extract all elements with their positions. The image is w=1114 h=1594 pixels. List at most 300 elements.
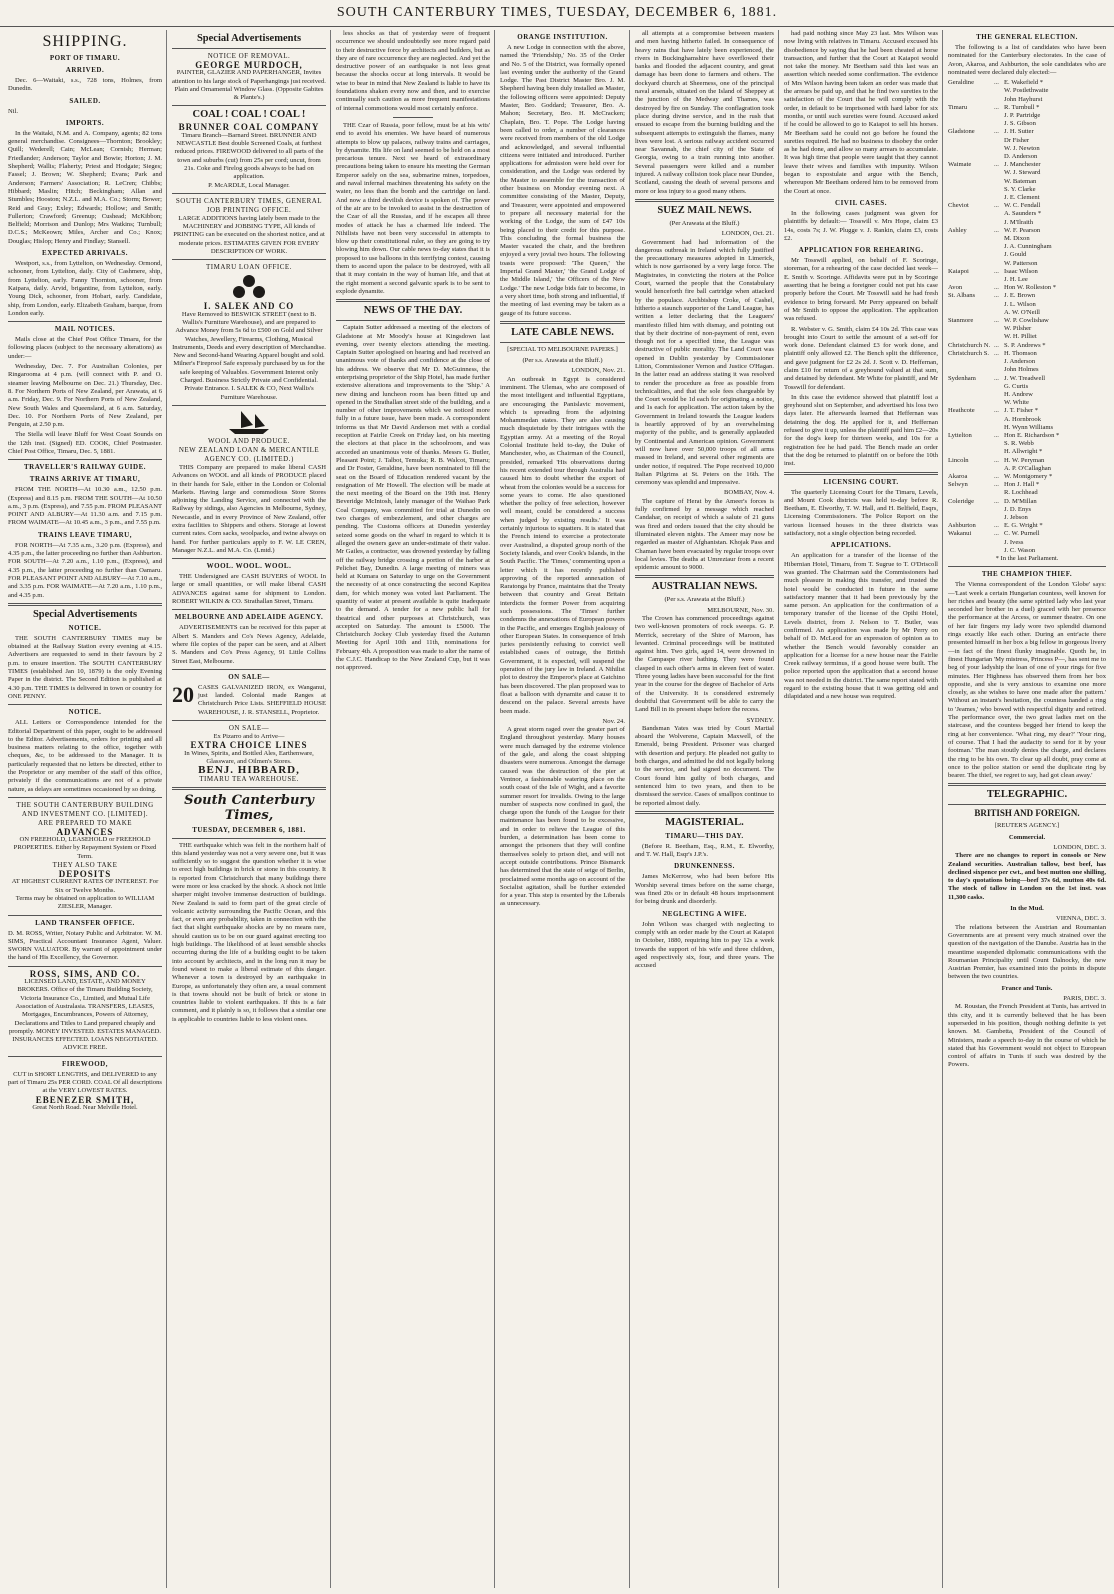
paper-date: TUESDAY, DECEMBER 6, 1881. [192,825,306,834]
leader-dots: ... [994,79,999,87]
leader-dots [994,465,1004,473]
election-row [948,440,1106,448]
leader-dots [994,325,1004,333]
candidate-name: Isaac Wilson [1004,267,1038,275]
melbourne-text: ADVERTISEMENTS can be received for this paper at Albert S. Manders and Co's News Agency, Adelaide, where file copies of the paper can be seen, and at Albert S. Manders and Co's Press Agency, 91 Little Collins Street East, Melbourne. [172,624,326,665]
election-row [948,350,1106,358]
leader-dots [994,87,1004,95]
candidate-name: J. Anderson [1004,358,1036,366]
divider [172,193,326,194]
port-heading: PORT OF TIMARU. [49,54,121,62]
special-ads-heading: Special Advertisements [196,33,302,44]
candidate-name: J. H. Lee [1004,276,1028,284]
election-row [948,333,1106,341]
electorate-name [948,243,994,251]
candidate-name: G. Curtis [1004,382,1029,390]
editorial-continued: less shocks as that of yesterday were of frequent occurrence we should undoubtedly see more regard paid to their destructive force by architects and builders, but as they are of rare occurrence they are neglected. And yet the destructive power of an earthquake is not less great because the shocks occur at long intervals. It would be wise to bear in mind that New Zealand is liable to have its foundations shaken every now and then, and to exercise continually such caution as more frequent manifestations of internal commotions would most certainly enforce. [336,30,490,112]
notice-heading: NOTICE. [68,623,102,632]
candidate-name: J. M'Ilraith [1004,218,1034,226]
coal-sign: P. McARDLE, Local Manager. [208,181,290,189]
arrived-text: Dec. 6—Waitaki, s.s., 728 tons, Holmes, from Dunedin. [8,77,162,93]
candidate-name: J. D. Enys [1004,505,1032,513]
magisterial-sub: TIMARU—THIS DAY. [665,831,744,840]
rail-heading: TRAVELLER'S RAILWAY GUIDE. [24,463,146,472]
electorate-name [948,194,994,202]
leader-dots: ... [994,128,999,136]
electorate-name: Geraldine [948,79,974,87]
column-rule [778,30,779,1588]
candidate-name: A. W. O'Neill [1004,308,1040,316]
electorate-name: Christchurch S. [948,349,990,357]
electorate-name [948,383,994,391]
divider [8,966,162,967]
licensing-text: The quarterly Licensing Court for the Timaru, Levels, and Mount Cook districts was held to-day before R. Beetham, E. Elworthy, T. W. Hall, and H. Belfield, Esqrs, Licensing Commissioners. The Police Report on the various licensed houses in the three districts was satisfactory, not a single objection being recorded. [784,488,938,538]
column-1 [8,30,162,1588]
electorate-name [948,235,994,243]
candidate-name: J. C. Wason [1004,546,1036,554]
candidate-name: D. Anderson [1004,153,1038,161]
wool-heading: WOOL AND PRODUCE. [208,436,290,445]
france-text: M. Roustan, the French President at Tunis, has arrived in this city, and it is currently believed that he has been superseded in his position, though nothing definite is yet known. M. Gambetta, President of the Council of Ministers, made a speech to-day in the course of which he stated that his Government would not object to European control of affairs in Tunis if such was desired by the Powers. [948,1003,1106,1069]
leader-dots: ... [994,456,999,464]
electorate-name [948,153,994,161]
electorate-name: Gladstone [948,128,975,136]
election-row [948,473,1106,481]
election-row [948,202,1106,210]
election-row [948,268,1106,276]
land-heading: LAND TRANSFER OFFICE. [35,918,135,927]
paper-nameplate: South Canterbury Times, [184,792,314,823]
election-row [948,465,1106,473]
job-heading: SOUTH CANTERBURY TIMES, GENERAL JOB PRINTING OFFICE. [175,196,323,214]
electorate-name [948,391,994,399]
czar-text: THE Czar of Russia, poor fellow, must be at his wits' end to avoid his enemies. We have heard of numerous attempts to blow up palaces, railway trains and carriages, by dynamite. His life on land seemed to be held on a most precarious tenure. Next we heard of extraordinary precautions being taken to ensure his meeting the German Emperor safely on the sea, submarine mines, torpedoes, and naval infernal machines threatening his safety on the water, no less than the bomb and the cartridge on land. And now a third devilish device is spoken of. The power of the air are to be invoked to assist in the destruction of the Czar of all the Russias, and if he escapes all three modes of attack he has a charmed life indeed. The Nihilists have not been very successful in attempts to blow up their constitutional ruler, so they are going to try blowing him down. Our cable news to-day states that it is proposed to use balloons in this terrifying contest, causing them to ascend upon the palace to be destroyed, with all that it may contain in the way of human life, and that at the right moment a second galvanic spark is to be sent to explode dynamite. [336,121,490,295]
election-row [948,383,1106,391]
sale2-heading: ON SALE— [228,724,270,733]
sydney-text: Bandsman Yates was tried by Court Martial aboard the Wolverene, Captain Maxwell, of the Emerald, being President. Prisoner was charged with desertion and perjury. He pleaded not guilty to both charges, and admitted he did not legally belong to the service, and had signed no document. The Court found him guilty of both charges, and sentenced him to two years, and then to be dismissed the service. Cases of smallpox continue to be reported almost daily. [635,724,774,807]
candidate-name: W. Bateman [1004,177,1037,185]
candidate-name: W. P. Cowlishaw [1004,317,1049,325]
election-row [948,366,1106,374]
ross-sims-ad [8,970,162,1053]
leader-dots: ... [994,374,999,382]
sale2-sub: Ex Pizarro and to Arrive— [213,733,285,741]
applications-text: An application for a transfer of the license of the Hibernian Hotel, Timaru, from T. Sugrue to T. O'Driscoll was granted. The Chairman said the Commissioners had much pleasure in making this transfer, and trusted the hotel would be conducted in future in the same satisfactory manner that it had been previously by the same person. An application for the confirmation of a temporary transfer of the license of the Opihi Hotel, Levels district, from J. Nelson to T. Butler, was confirmed. An application was made by Mr Perry on behalf of D. McLeod for an expression of opinion as to whether the Bench would favorably consider an application for a license for a new house near the Fairlie Creek railway terminus, if a good house were built. The police reported upon the application that a second house was not needed in the district. The same report stated with regard to the existing house that it was getting old and dilapidated and a new house was required. [784,552,938,701]
news-text: Captain Sutter addressed a meeting of the electors of Gladstone at Mr Moody's house at Kingsdown last evening, over twenty electors attending the meeting. Captain Sutter apologised on hearing and had received an unanimous vote of thanks and confidence at the close of his address. We observe that Mr D. McGuinness, the enterprising proprietor of the Ship Hotel, has made further extensive alterations and improvements to the 'Ship.' A new dining and luncheon room has been fitted up and opened in the Strathallan street side of the building, and a number of other improvements which we noticed more fully in a future issue, have been made. A correspondent informs us that Mr David Anderson met with a cordial reception at Fairlie Creek on Friday last, on his meeting the electors at that place in the schoolroom, and was accorded an unanimous vote of thanks. Messrs G. Butler, Pleasant Point; J. Talbot, Temuka; R. B. Walcot, Timaru; and Dr Foster, Geraldine, have been nominated to fill the seat on the Board of Education rendered vacant by the resignation of Mr Howell. The election will be made at the next meeting of the Board on the 19th inst. Henry Beveridge McIntosh, lately manager of the Waihao Park Coal Company, was committed for trial at Dunedin on two charges of embezzlement, and other charges are pending. The Customs officers at Dunedin yesterday seized some goods on the wharf in regard to which it is alleged the owners gave an under-estimate of their value. Mr Gailes, a contractor, was drowned yesterday by falling off the railway bridge crossing a portion of the harbor at Pelichet Bay, Dunedin. A large meeting of miners was held at Kumara on Saturday to urge on the Government the necessity of at once constructing the second Kapitea dam, for which money was voted last Parliament. The quantity of water at present available is quite inadequate to the demand. A tender for a new public hall for theatrical and other purposes at Christchurch, was accepted on Saturday. The amount is £5000. The Christchurch Jockey Club yesterday fixed the Autumn Meeting for April 10th and 11th, nominations for February 4th. A proposition was made to alter the name of the C.J.C. Handicap to the New Zealand Cup, but it was not approved. [336,324,490,672]
suez-via: (Per Arawata at the Bluff.) [669,219,740,227]
electorate-name: Akaroa [948,472,968,480]
candidate-name: M. Dixon [1004,235,1030,243]
electorate-name: Lyttelton [948,431,972,439]
election-row [948,457,1106,465]
electorate-name [948,309,994,317]
electorate-name: Wakanui [948,530,972,538]
election-row [948,120,1106,128]
electorate-name [948,489,994,497]
thief-text: The Vienna correspondent of the London 'Globe' says:—'Last week a certain Hungarian countess, well known for her riches and beauty (the same spirited lady who last year seconded her brother in a duel) graced with her presence the performance at the Arcess, or summer theatre. On one of her fair fingers my lady wore two splendid diamond rings exactly like each other. During an entr'acte there presented himself in her box a big fellow in gorgeous livery—in fact of the finest flunky imaginable. Quoth he, in finest Hungarian 'My mistress, Princess P—, has sent me to beg of your ladyship the loan of one of your rings for five minutes. Her Highness has observed them from her box opposite, and she is very anxious to examine one more closely, as she wishes to have one made after the pattern.' Without an instant's hesitation, the countess handed a ring to 'Jeames,' who bowed with respectful dignity and retired. The performance over, the two great ladies met on the staircase, and the countess begged her friend to keep the ring at her convenience. 'What ring, my dear?' 'Your ring, of course. That I had the audacity to send for it by your footman.' The man stoutly denies the charge, and declares the ring to be his own. To clear up all doubt, pray come at once to the police station or send the duplicate ring by bearer. The thief, we regret to say, had got clean away.' [948,581,1106,780]
loan-name: I. SALEK AND CO [203,301,295,312]
special-ads-heading: Special Advertisements [32,608,138,620]
electorate-name [948,169,994,177]
commercial-text: There are no changes to report in consols or New Zealand securities. Australian tallow, best beef, has declined sixpence per cwt., and best mutton one shilling, to day's quotations being—beef 37s 6d, mutton 40s 6d. The stock of tallow in London on the 1st inst. was 11,300 casks. [948,852,1106,901]
column-5 [635,30,774,1588]
job-text: LARGE ADDITIONS having lately been made to the MACHINERY and JOBBING TYPE, All kinds of PRINTING can be executed on the shortest notice, and at moderate prices. ESTIMATES GIVEN FOR EVERY DESCRIPTION OF WORK. [173,214,325,256]
candidate-name: J. Ivess [1004,538,1024,546]
election-row [948,219,1106,227]
cable-via: (Per s.s. Arawata at the Bluff.) [522,357,603,365]
electorate-name [948,120,994,128]
leader-dots [994,210,1004,218]
wool-buyers-text: THE Undersigned are CASH BUYERS of WOOL In large or small quantities, or will make liberal CASH ADVANCES against same for shipment to London. ROBERT WILKIN & CO. Strathallan Street, Timaru. [172,573,326,606]
candidate-name: H. Thomson [1004,349,1037,357]
divider [500,321,625,324]
news-heading: NEWS OF THE DAY. [363,305,463,317]
leader-dots: ... [994,103,999,111]
sale-number: 20 [172,681,194,707]
building-prepared: ARE PREPARED TO MAKE [37,818,133,827]
magisterial-heading: MAGISTERIAL. [665,816,744,828]
electorate-name: Christchurch N. [948,341,991,349]
expected-text: Westport, s.s., from Lyttelton, on Wednesday. Ormond, schooner, from Lyttelton, daily. City of Cashmere, ship, from Lyttelton, early. Fanny Thornton, schooner, from Kaipara, daily. Arvid, brigantine, from Lyttelton, early. Young Dick, schooner, from Hobart, early. Candidate, ship, from London, early. Elizabeth Graham, barque, from London early. [8,260,162,317]
divider [8,1056,162,1057]
election-note: * In the last Parliament. [995,554,1059,562]
column-rule [494,30,495,1588]
leader-dots [994,366,1004,374]
building-text: ON FREEHOLD, LEASEHOLD or FREEHOLD PROPERTIES. Either by Repayment System or Fixed Term. [13,836,157,860]
divider [172,838,326,839]
divider [8,459,162,460]
commercial-dateline: LONDON, DEC. 3. [1053,843,1106,851]
leader-dots [994,219,1004,227]
leader-dots [994,391,1004,399]
sale-block [172,681,326,717]
election-row [948,243,1106,251]
masthead: SOUTH CANTERBURY TIMES, TUESDAY, DECEMBER 6, 1881. [0,0,1114,27]
ross-text: LICENSED LAND, ESTATE, AND MONEY BROKERS. Office of the Timaru Building Society, Victoria Insurance Co., Limited, and Mutual Life Association of Australasia. TRANSFERS, LEASES, Mortgages, Encumbrances, Powers of Attorney, Declarations and Titles to Land prepared cheaply and promptly. MONEY INVESTED. ESTATES MANAGED. INSURANCES EFFECTED. LOANS NEGOTIATED. ADVICE FREE. [8,978,162,1052]
cable-heading: LATE CABLE NEWS. [511,326,614,338]
leader-dots [994,178,1004,186]
candidate-name: W. J. Steward [1004,169,1041,177]
candidate-name: W. Pilsher [1004,325,1032,333]
candidate-name: W. J. Newton [1004,144,1040,152]
electorate-name: Lincoln [948,456,969,464]
election-row [948,432,1106,440]
divider [948,783,1106,786]
notice2-text: ALL Letters or Correspondence intended for the Editorial Department of this paper, ought to be addressed to the Editor. Advertisements, orders for printing and all business matters relating to the office, together with cheques, &c, to be addressed to the Manager. It is particularly requested that no letters be directed, either to the Proprietor or any member of the staff of this office, privately if the communications are not of a private nature, as delays are sometimes occasioned by so doing. [8,719,162,793]
divider [172,105,326,106]
rail-leave-heading: TRAINS LEAVE TIMARU, [38,530,132,539]
column-2 [172,30,326,1588]
removal-ad [172,52,326,102]
cable-text: An outbreak in Egypt is considered imminent. The Ulemas, who are composed of the most intelligent and influential Egyptians, are encouraging the Panislavic movement, which is spreading from the adjoining Mohammedan states. They are also causing much disquietude by their intrigues with the Egyptian army. At a meeting of the Royal Colonial Institute held to-day, the Duke of Manchester, who, as Chairman of the Council, presided, remarked 'His observations during his recent extended tour through Australia had caused him to doubt whether the export of wheat from the colonies would be a success for some years to come. He also questioned whether the policy of free selection, however well meant, could be considered a success when judged by existing results.' It was certainly injurious to squatters. It is stated that the French intend to exercise a protectorate over Australind, a disputed group north of the Society Islands, and over Cook's Islands, in the South Pacific. The 'Times,' commenting upon a letter which it has recently published approving of the reported annexation of Raratonga by France, maintains that the Treaty between that country and Great Britain interdicts the former Power from acquiring such possessions. The 'Times' further condemns the annexations of European powers in the Pacific, and emerges English jealousy of other European States. In consequence of Irish juries persistently refusing to convict well established cases of outrage, the British Government, it is expected, will suspend the operation of the jury law in Ireland. A Nihilist plot to destroy the Emperor's place at Gatchino has been discovered. The plan proposed was to float a balloon with dynamite and cause it to descend on the palace. Several arrests have been made. [500,375,625,715]
leader-dots: ... [994,497,999,505]
firewood-heading: FIREWOOD, [62,1059,108,1068]
divider [336,320,490,321]
election-row [948,186,1106,194]
leader-dots [994,120,1004,128]
neglect-text: John Wilson was charged with neglecting to comply with an order made by the Court at Kaiapoi in October, 1880, requiring him to pay 12s a week towards the support of his wife and three children, aged respectively six, four, and three years. The accused [635,920,774,970]
building-advances: ADVANCES [56,826,114,837]
coal-ad [172,109,326,189]
cable-dateline: LONDON, Nov. 21. [571,367,625,375]
suez-heading: SUEZ MAIL NEWS. [657,204,752,216]
magisterial-continued: had paid nothing since May 23 last. Mrs Wilson was now living with relatives in Timaru. Accused excused his disobedience by saying that he had been cheated at horse transaction, and further that the Court at Kaiapoi would not take the money. Mr Beetham said this last was an assertion which needed some confirmation. The evidence of Mrs Wilson having been taken an order was made that the arrears be paid up, and that he find two sureties to the satisfaction of the Court that he will comply with the order, in default to be imprisoned with hard labor for six months, or until such sureties were found. Accused asked if he could be allowed to go to Kaiapoi to sell his horses. Mr Beetham said he could not go before he found the sureties required. He had no business to disobey the order as he had done, and allow so many arrears to accumulate. It was high time that people were taught that they cannot leave their wives and families with impunity. Wilson began to expostulate and argue with the Bench, whereupon Mr Beetham ordered him to be removed from the Court at once. [784,30,938,195]
election-row [948,358,1106,366]
candidate-name: A. P. O'Callaghan [1004,464,1051,472]
mail-items: Wednesday, Dec. 7. For Australian Colonies, per Ringarooma at 4 p.m. (will connect with P. and O. steamer leaving Melbourne on Dec. 21.) Thursday, Dec. 8. For Northern Ports of New Zealand, per Arawata, at 6 a.m. Friday, Dec. 9. For Northern Ports of New Zealand, New South Wales and Queensland, at 6 a.m. Saturday, Dec. 10. For Northern Ports of New Zealand, per Penguin, at 2.50 p.m. [8,363,162,429]
candidate-name: H. Wynn Williams [1004,423,1054,431]
electorate-name: St. Albans [948,292,976,300]
candidate-name: A. Saunders * [1004,210,1042,218]
election-row [948,530,1106,538]
election-row [948,210,1106,218]
wool-company: NEW ZEALAND LOAN & MERCANTILE AGENCY CO. (LIMITED.) [178,445,320,463]
divider [635,199,774,202]
imports-text: In the Waitaki, N.M. and A. Company, agents; 82 tons general merchandise. Consignees—Thornton; Brookley; Quill; Wederell; Cain; McLean; Cornish; Herman; Friedlander; Anderson; Taylor and Bowie; Horton; J. M. Shepherd; Wallis; Flaherty; Priest and Hodgate; Sieges; Fassel; J. Brown; W. Shepherd; Evans; Park and Anderson; Farmers' Association; R. LeCren; Chibbs; Hibbard; Maslin; Hitch; Beckingham; Allan and Stumbles; Hooston; N.Z.L. and M.A. Co.; Storm; Bower; Reid and Gray; Exley; Edwards; Hollow; and Smith; Fullerton; Crawford; Greenup; Cushead; McKibbon; Belfield; Morrison and Dunlop; Mrs Watkins; Turnbull; D.C.S.; McKeown; Miles, Archer and Co.; Knox; Douglas; Hislop; Henry and Findlay; Stansell. [8,129,162,245]
expected-label: EXPECTED ARRIVALS. [42,249,128,258]
leader-dots [994,243,1004,251]
divider [172,669,326,670]
electorate-name [948,440,994,448]
electorate-name [948,301,994,309]
leader-dots [994,333,1004,341]
divider [172,558,326,559]
bombay-text: The capture of Herat by the Ameer's forces is fully confirmed by a message which reached Candahar, on receipt of which a salute of 21 guns was fired and orders issued that the city should be illuminated eleven nights. The Ameer may now be regarded as master of Afghanistan. Khojak Pass and Chaman have been evacuated by regular troops over local levies. The deaths at Umreztaur from a recent epidemic amount to 9000. [635,497,774,572]
candidate-name: J. Jebson [1004,513,1028,521]
divider [172,609,326,610]
leader-dots [994,416,1004,424]
removal-heading: NOTICE OF REMOVAL. [207,52,291,60]
sale-text: CASES GALVANIZED IRON, ex Wanganui, just landed. Colonial made Ranges at Christchurch Price Lists. SHEFFIELD HOUSE WAREHOUSE, J. R. STANSELL, Proprietor. [198,683,326,716]
electorate-name [948,96,994,104]
australian-heading: AUSTRALIAN NEWS. [651,581,758,593]
candidate-name: R. Lochhead [1004,489,1038,497]
election-row [948,137,1106,145]
divider [8,915,162,916]
commercial-label: Commercial. [1008,833,1046,841]
wool-buyers-heading: WOOL. WOOL. WOOL. [206,562,292,571]
coal-text: Timaru Branch—Barnard Street. BRUNNER AND NEWCASTLE Best double Screened Coals, at furthest reduced prices. FIREWOOD delivered to all parts of the town and suburbs (cut) from 25s per cord; uncut, from 21s. Coke and Firelog goods always to be had on application. [174,131,324,181]
election-row [948,489,1106,497]
electorate-name: Stanmore [948,317,974,325]
leader-dots: ... [994,284,999,292]
australian-dateline: MELBOURNE, Nov. 30. [707,606,774,614]
election-row [948,375,1106,383]
electorate-name: Sydenham [948,374,976,382]
electorate-name [948,358,994,366]
firewood-address: Great North Road. Near Melville Hotel. [32,1103,138,1111]
candidate-name: Hon E. Richardson * [1004,431,1060,439]
electorate-name [948,260,994,268]
firewood-name: EBENEZER SMITH, [35,1094,135,1105]
leader-dots [994,383,1004,391]
ross-title: ROSS, SIMS, AND CO. [29,968,141,979]
leader-dots: ... [994,472,999,480]
electorate-name [948,145,994,153]
divider [8,603,162,606]
election-row [948,194,1106,202]
licensing-heading: LICENSING COURT. [823,477,899,486]
loan-text: Have Removed to BESWICK STREET (next to B. Wallis's Furniture Warehouse), and are prepared to Advance Money from 5s 6d to £500 on Gold and Silver Watches, Jewellery, Firearms, Clothing, Musical Instruments, Deeds and every description of Merchandise. New and Second-hand Wearing Apparel bought and sold. Milner's Fireproof Safe expressly purchased by us for the safe keeping of Valuables. Government Interest only Charged. Business Strictly Private and Confidential. Private Entrance. I. SALEK & CO, Next Wallis's Furniture Warehouse. [172,310,326,401]
cable-dateline2: Nov. 24. [602,717,625,725]
melbourne-heading: MELBOURNE AND ADELAIDE AGENCY. [174,613,324,622]
electorate-name [948,465,994,473]
sale2-heading-lines: EXTRA CHOICE LINES [190,740,308,751]
thief-heading: THE CHAMPION THIEF. [981,570,1073,579]
candidate-name: C. W. Purnell [1004,530,1040,538]
candidate-name: J. H. Sutter [1004,128,1034,136]
election-row [948,514,1106,522]
column-rule [942,30,943,1588]
election-row [948,498,1106,506]
election-row [948,547,1106,555]
election-row [948,276,1106,284]
mud-text: The relations between the Austrian and Roumanian Governments are at present very much strained over the question of the navigation of the Danube. Austria has in the meantime suspended diplomatic communications with the Roumanian Principality until Count Dalnocky, the new Austrian Premier, has examined into the points in dispute between the two countries. [948,923,1106,981]
australian-text: The Crown has commenced proceedings against two well-known promoters of rock sweeps. G. P. Merrick, secretary of the Shire of Maroon, has levanted. Criminal proceedings will be instituted against him. Two girls, aged 14, were drowned in the Campaspe river bathing. They were found clasped in each other's arms in eleven feet of water. Three young ladies have been successful for the first year in the course for the degree of Bachelor of Arts of the University. It is considered extremely doubtful that Government will be able to carry the Land Bill in its present shape before the recess. [635,615,774,714]
leader-dots: ... [994,267,999,275]
wool-text: THIS Company are prepared to make liberal CASH Advances on WOOL and all kinds of PRODUCE placed in their hands for Sale, either in the London or Colonial Markets. Having large and commodious Store Stores adjoining the Landing Service, and connected with the Railway by sidings, also Agencies in Melbourne, Sydney, Newcastle, and in every Province of New Zealand, offer extra facilities to Shippers and others. Storage at lowest current rates. Corn sacks, woolpacks, and twine always on hand. For further particulars apply to F. W. LE CREN, Manager N.Z.L. and M.A. Co. (Lmtd.) [172,463,326,554]
column-3 [336,30,490,1588]
election-row [948,416,1106,424]
election-row [948,235,1106,243]
building-apply: Terms may be obtained on application to WILLIAM ZIESLER, Manager. [15,894,155,911]
electorate-name [948,366,994,374]
leader-dots: ... [994,349,999,357]
election-row [948,145,1106,153]
telegraphic-heading: TELEGRAPHIC. [986,789,1068,801]
candidate-name: Hon W. Rolleston * [1004,284,1057,292]
land-text: D. M. ROSS, Writer, Notary Public and Arbitrator. W. M. SIMS, Practical Accountant Insurance Agent, Valuer. SWORN VALUATOR. By warrant of appointment under the hand of His Excellency, the Governor. [8,929,162,962]
sailed-label: SAILED. [69,96,101,105]
coal-company: BRUNNER COAL COMPANY [178,122,320,133]
electorate-name [948,539,994,547]
candidate-name: S. R. Webb [1004,440,1034,448]
candidate-name: John Hayhurst [1004,95,1043,103]
leader-dots [994,309,1004,317]
candidate-name: R. Turnbull * [1004,103,1040,111]
election-row [948,448,1106,456]
sailing-ship-icon [225,409,273,435]
leader-dots [994,448,1004,456]
firewood-ad [8,1060,162,1112]
divider [948,566,1106,567]
leader-dots [994,489,1004,497]
candidate-name: W. Postlethwaite [1004,87,1049,95]
orange-heading: ORANGE INSTITUTION. [517,33,608,41]
candidate-name: Dr Fisher [1004,136,1030,144]
rehearing-text2: R. Webster v. G. Smith, claim £4 10s 2d. This case was brought into Court to settle the amount of a set-off for work done. Defendant claimed £3 for work done, and plaintiff only allowed £2. The Bench split the difference, and gave judgment for £2 2s 2d. J. Scott v. D. Heffernan, claim £10 for return of a greyhound valued at that sum, and detained by defendant. Mr White for plaintiff, and Mr Tosswill for defendant. [784,325,938,391]
electorate-name [948,112,994,120]
candidate-name: H. W. Peryman [1004,456,1045,464]
building-title: THE SOUTH CANTERBURY BUILDING AND INVESTMENT CO. [LIMITED]. [16,800,154,818]
candidate-name: J. T. Fisher * [1004,407,1039,415]
election-row [948,309,1106,317]
leader-dots [994,112,1004,120]
election-row [948,301,1106,309]
candidate-name: S. Y. Clarke [1004,185,1036,193]
candidate-name: W. Patterson [1004,259,1038,267]
electorate-name [948,424,994,432]
pawn-balls-icon [229,274,269,300]
electorate-name: Heathcote [948,407,975,415]
election-row [948,292,1106,300]
electorate-name [948,547,994,555]
wool-produce-ad [172,437,326,464]
sale2-address: TIMARU TEA WAREHOUSE. [199,774,299,783]
electorate-name [948,276,994,284]
candidate-name: H. Andrew [1004,390,1033,398]
leader-dots: ... [994,522,999,530]
leader-dots: ... [994,530,999,538]
electorate-name: Ashburton [948,522,976,530]
rail-arrive-text: FROM THE NORTH—At 10.30 a.m., 12.50 p.m. (Express) and 8.15 p.m. FROM THE SOUTH—At 10.50 a.m., 3 p.m. (Express), and 7.55 p.m. FROM PLEASANT POINT AND ALBURY—At 11.30 a.m. and 7.15 p.m. FROM WAIMATE—At 10.45 a.m., 3 p.m., and 7.55 p.m. [8,486,162,527]
cable-sub: [SPECIAL TO MELBOURNE PAPERS.] [507,345,618,353]
leader-dots [994,276,1004,284]
leader-dots [994,153,1004,161]
removal-name: GEORGE MURDOCH, [195,60,303,70]
leader-dots [994,137,1004,145]
job-printing-ad [172,197,326,256]
loan-office-ad [172,263,326,402]
election-row [948,87,1106,95]
election-row [948,169,1106,177]
election-row [948,251,1106,259]
electorate-name: Ashley [948,226,967,234]
building-deposits-intro: THEY ALSO TAKE [52,861,118,870]
divider [172,787,326,790]
candidate-name: D. M'Millan [1004,497,1037,505]
mud-dateline: VIENNA, DEC. 3. [1056,915,1106,923]
leader-dots: ... [994,407,999,415]
leader-dots [994,440,1004,448]
candidate-name: E. G. Wright * [1004,522,1043,530]
cable-continued: all attempts at a compromise between masters and men having hitherto failed. In consequence of heavy rains that have lately been experienced, the rivers in Buckinghamshire have overflowed their banks and flooded the adjacent country, and great damage has been done to farmers and others. The dockyard church at Sheerness, one of the principal naval arsenals, situated on the Island of Sheppey at the junction of the Medway and Thames, was destroyed by fire on Sunday. The conflagration took place during divine service, and in the rush that ensued to escape from the burning building and the subsequent attempts to extinguish the flames, many lives were lost. A serious railway accident occurred near Savannah, the chief city of the State of Georgia, owing to a train running into another. Several passengers were killed and a number injured. A railway collision took place near Dundee, Scotland, causing the death of several persons and more or less injury to a good many others. [635,30,774,195]
candidate-name: J. L. Wilson [1004,300,1036,308]
electorate-name: Timaru [948,103,968,111]
candidate-name: W. F. Pearson [1004,226,1041,234]
mail-heading: MAIL NOTICES. [54,325,116,334]
leader-dots [994,514,1004,522]
coal-heading: COAL ! COAL ! COAL ! [192,109,306,121]
election-row [948,178,1106,186]
election-row [948,506,1106,514]
candidate-name: J. W. Treadwell [1004,374,1046,382]
france-label: France and Tunis. [1001,984,1053,992]
divider [500,342,625,343]
electorate-name: Avon [948,284,963,292]
sale2-text: In Wines, Spirits, and Bottled Ales, Earthenware, Glassware, and Oilmen's Stores. [184,749,314,765]
election-row [948,522,1106,530]
leader-dots: ... [994,226,999,234]
sale-heading: ON SALE— [228,672,270,681]
column-7 [948,30,1106,1588]
electorate-name [948,178,994,186]
suez-dateline: LONDON, Oct. 21. [721,230,774,238]
divider [635,811,774,814]
divider [8,704,162,705]
electorate-name [948,210,994,218]
divider [172,720,326,721]
divider [172,405,326,406]
candidate-name: W. C. Fendall [1004,202,1041,210]
candidate-name: W. White [1004,399,1029,407]
electorate-name [948,333,994,341]
candidate-name: J. A. Cunningham [1004,243,1052,251]
suez-text: Government had had information of the dangerous outbreak in Ireland which fully justified the precautionary measures adopted in Limerick, which is now garrisoned by a very large force. The Magistrates, in convicting the rioters at the Police Court, warned the people that the Constabulary would henceforth fire ball cartridge when attacked by the populace. Archbishop Croke, of Cashel, hitherto a staunch supporter of the Land League, has written a letter declaring that the Leaguers' manifesto filled him with dismay, and pointing out that by their doctrine of non-payment of rent, even though not for a specified time, the League was destructive of public morality. The Land Court was opened in Dublin yesterday by Commissioner Litton, Commissioner Vernon and Justice O'Hagan. In the latter read an address stating it was resolved to render the procedure as free as possible from technicalities, and that the sole fees chargeable by the Court would be 1d each for originating a notice, and 1s each for application. The action taken by the Government in Ireland towards the League leaders is heartily approved of by an overwhelming majority of the public, and is generally applauded by Continental and American opinion. Government will now have over 50,000 troops of all arms massed in Ireland, and several other regiments are under notice, if required. The Pope received 10,000 Italian Pilgrims at St. Peters on the 16th. The ceremony was splendid and impressive. [635,238,774,487]
election-row [948,128,1106,136]
australian-via: (Per s.s. Arawata at the Bluff.) [664,596,745,604]
leader-dots: ... [994,341,999,349]
